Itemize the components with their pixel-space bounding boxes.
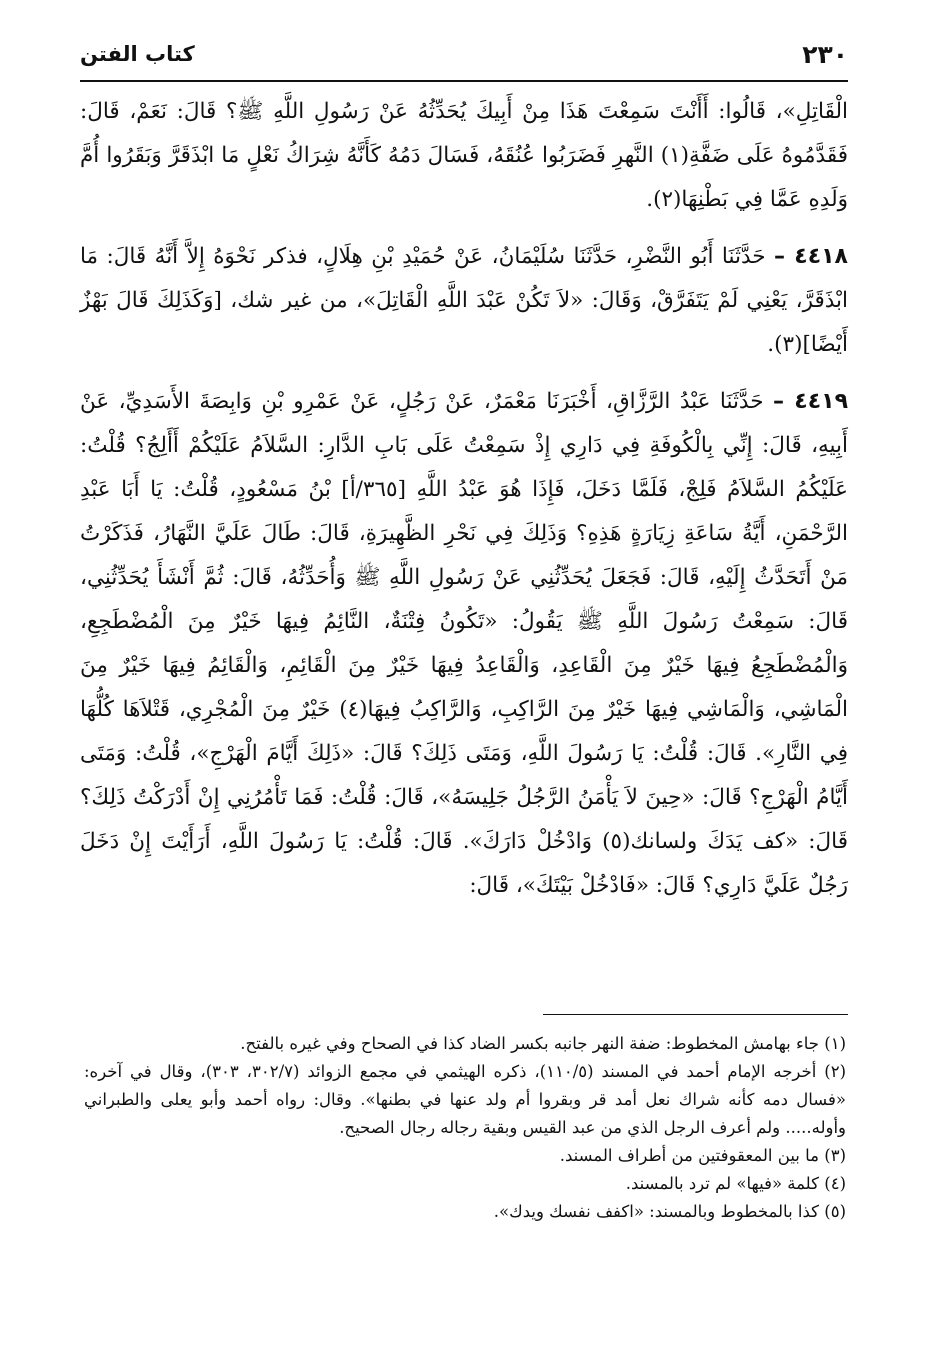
footnote-2: (٢) أخرجه الإمام أحمد في المسند (١١٠/٥)، ذكره الهيثمي في مجمع الزوائد (٣٠٢/٧، ٣٠٣)، وقال في آخره: «فسال دمه كأنه شراك نعل أمد قر وبقروا أم ولد عنها في بطنها». وقال: رواه أحمد وأبو يعلى والطبراني وأوله..... ولم أعرف الرجل الذي من عبد القيس وبقية رجاله رجال الصحيح.: [84, 1062, 846, 1137]
hadith-4418: [80, 235, 848, 367]
footnote-4: (٤) كلمة «فيها» لم ترد بالمسند.: [625, 1174, 846, 1193]
paragraph-continuation: الْقَاتِلِ»، قَالُوا: أَأَنْتَ سَمِعْتَ هَذَا مِنْ أَبِيكَ يُحَدِّثُهُ عَنْ رَسُولِ اللَّهِ ﷺ؟ قَالَ: نَعَمْ، قَالَ: فَقَدَّمُوهُ عَلَى ضَفَّةِ(١) النَّهرِ فَضَرَبُوا عُنُقَهُ، فَسَالَ دَمُهُ كَأَنَّهُ شِرَاكُ نَعْلٍ مَا ابْذَقَرَّ وَبَقَرُوا أُمَّ وَلَدِهِ عَمَّا فِي بَطْنِهَا(٢).: [80, 99, 848, 212]
footnote-1: (١) جاء بهامش المخطوط: ضفة النهر جانبه بكسر الضاد كذا في الصحاح وفي غيره بالفتح.: [240, 1034, 846, 1053]
hadith-number: ٤٤١٩ –: [772, 389, 848, 414]
hadith-number: ٤٤١٨ –: [773, 244, 848, 269]
page-number: ٢٣٠: [802, 40, 848, 69]
main-text: [80, 90, 848, 908]
hadith-text: حَدَّثَنَا عَبْدُ الرَّزَّاقِ، أَخْبَرَنَا مَعْمَرٌ، عَنْ رَجُلٍ، عَنْ عَمْرِو بْنِ وَابِصَةَ الأَسَدِيِّ، عَنْ أَبِيهِ، قَالَ: إِنِّي بِالْكُوفَةِ فِي دَارِي إِذْ سَمِعْتُ عَلَى بَابِ الدَّارِ: السَّلاَمُ عَلَيْكُمْ أَأَلِجُ؟ قُلْتُ: عَلَيْكُمُ السَّلاَمُ فَلِجْ، فَلَمَّا دَخَلَ، فَإِذَا هُوَ عَبْدُ اللَّهِ [٣٦٥/أ] بْنُ مَسْعُودٍ، قُلْتُ: يَا أَبَا عَبْدِ الرَّحْمَنِ، أَيَّةُ سَاعَةِ زِيَارَةٍ هَذِهِ؟ وَذَلِكَ فِي نَحْرِ الظَّهِيرَةِ، قَالَ: طَالَ عَلَيَّ النَّهَارُ، فَذَكَرْتُ مَنْ أَتَحَدَّثُ إِلَيْهِ، قَالَ: فَجَعَلَ يُحَدِّثُنِي عَنْ رَسُولِ اللَّهِ ﷺ وَأُحَدِّثُهُ، قَالَ: ثُمَّ أَنْشَأَ يُحَدِّثُنِي، قَالَ: سَمِعْتُ رَسُولَ اللَّهِ ﷺ يَقُولُ: «تَكُونُ فِتْنَةٌ، النَّائِمُ فِيهَا خَيْرٌ مِنَ الْمُضْطَجِعِ، وَالْمُضْطَجِعُ فِيهَا خَيْرٌ مِنَ الْقَاعِدِ، وَالْقَاعِدُ فِيهَا خَيْرٌ مِنَ الْقَائِمِ، وَالْقَائِمُ فِيهَا خَيْرٌ مِنَ الْمَاشِي، وَالْمَاشِي فِيهَا خَيْرٌ مِنَ الرَّاكِبِ، وَالرَّاكِبُ فِيهَا(٤) خَيْرٌ مِنَ الْمُجْرِي، قَتْلاَهَا كُلُّهَا فِي النَّارِ». قَالَ: قُلْتُ: يَا رَسُولَ اللَّهِ، وَمَتَى ذَلِكَ؟ قَالَ: «ذَلِكَ أَيَّامَ الْهَرْجِ»، قُلْتُ: وَمَتَى أَيَّامُ الْهَرْجِ؟ قَالَ: «حِينَ لاَ يَأْمَنُ الرَّجُلُ جَلِيسَهُ»، قَالَ: قُلْتُ: فَمَا تَأْمُرُنِي إِنْ أَدْرَكْتُ ذَلِكَ؟ قَالَ: «كف يَدَكَ ولسانك(٥) وَادْخُلْ دَارَكَ». قَالَ: قُلْتُ: يَا رَسُولَ اللَّهِ، أَرَأَيْتَ إِنْ دَخَلَ رَجُلٌ عَلَيَّ دَارِي؟ قَالَ: «فَادْخُلْ بَيْتَكَ»، قَالَ:: [80, 389, 849, 898]
footnote-3: (٣) ما بين المعقوفتين من أطراف المسند.: [559, 1146, 846, 1165]
book-title: كتاب الفتن: [80, 42, 195, 66]
page-header: [80, 38, 848, 78]
footnotes: [84, 1030, 846, 1226]
header-divider: [80, 80, 848, 82]
hadith-text: حَدَّثَنَا أَبُو النَّضْرِ، حَدَّثَنَا سُلَيْمَانُ، عَنْ حُمَيْدِ بْنِ هِلَالٍ، فذكر نَحْوَهُ إِلاَّ أَنَّهُ قَالَ: مَا ابْذَقَرَّ، يَعْنِي لَمْ يَتَفَرَّقْ، وَقَالَ: «لاَ تَكُنْ عَبْدَ اللَّهِ الْقَاتِلَ»، من غير شك، [وَكَذَلِكَ قَالَ بَهْزٌ أَيْضًا](٣).: [80, 244, 848, 357]
hadith-4419: [80, 380, 848, 908]
footnote-divider: [543, 1014, 848, 1015]
footnote-5: (٥) كذا بالمخطوط وبالمسند: «اكفف نفسك ويدك».: [493, 1202, 846, 1221]
